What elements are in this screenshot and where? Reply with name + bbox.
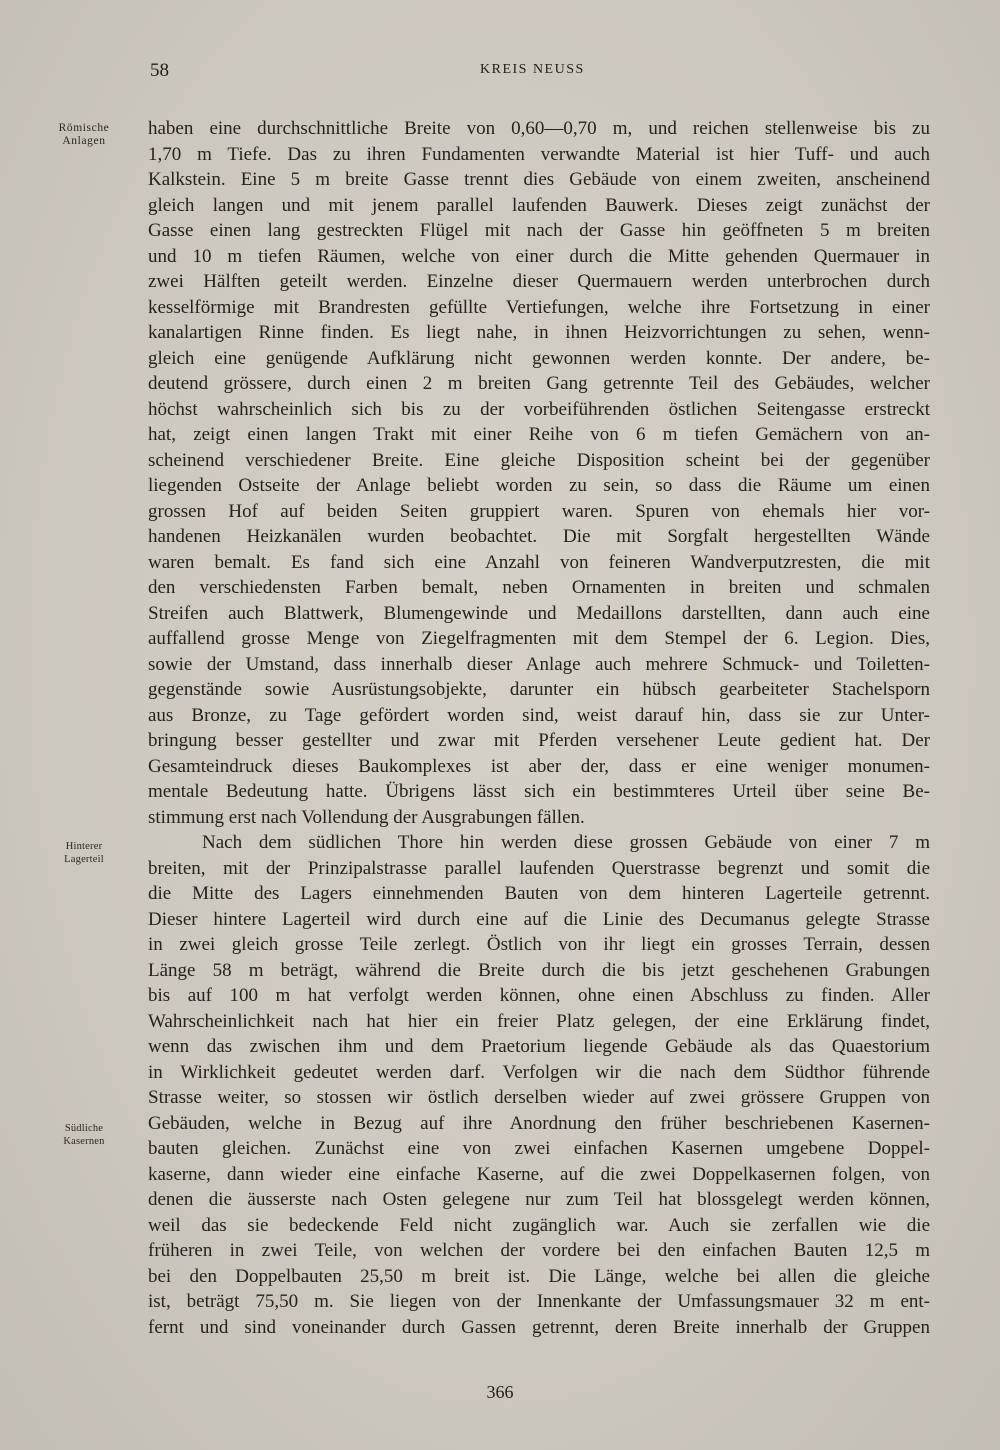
marginal-note-line: Kasernen — [63, 1136, 105, 1147]
text-line: liegenden Ostseite der Anlage beliebt worden zu sein, so dass die Räume um einen — [148, 475, 930, 496]
text-line — [148, 1340, 930, 1366]
running-head — [150, 60, 930, 84]
marginal-note-hinterer-lagerteil — [40, 840, 128, 866]
page-number: 58 — [150, 60, 169, 81]
text-line: breiten, mit der Prinzipalstrasse parallel laufenden Querstrasse begrenzt und somit die — [148, 857, 930, 879]
sheet-signature: 366 — [486, 1382, 514, 1402]
text-line: mentale Bedeutung hatte. Übrigens lässt sich ein bestimmteres Urteil über seine Be- — [148, 781, 930, 802]
text-line: höchst wahrscheinlich sich bis zu der vorbeiführenden östlichen Seitengasse erstreckt — [148, 398, 930, 420]
text-line: waren bemalt. Es fand sich eine Anzahl von feineren Wandverputzresten, die mit — [148, 551, 930, 573]
text-line: Strasse weiter, so stossen wir östlich derselben wieder auf zwei grössere Gruppen von — [148, 1087, 930, 1108]
text-line: in zwei gleich grosse Teile zerlegt. Östlich von ihr liegt ein grosses Terrain, dessen — [148, 934, 930, 955]
text-line: in Wirklichkeit gedeutet werden darf. Verfolgen wir die nach dem Südthor führende — [148, 1061, 930, 1083]
marginal-note-line: Südliche — [64, 1123, 104, 1134]
text-line: fernt und sind voneinander durch Gassen getrennt, deren Breite innerhalb der Gruppen — [148, 1316, 930, 1338]
text-line: weil das sie bedeckende Feld nicht zugänglich war. Auch sie zerfallen wie die — [148, 1214, 930, 1236]
text-line: gegenstände sowie Ausrüstungsobjekte, darunter ein hübsch gearbeiteter Stachelsporn — [148, 679, 930, 700]
text-line: Kalkstein. Eine 5 m breite Gasse trennt dies Gebäude von einem zweiten, anscheinend — [148, 169, 930, 190]
text-line: haben eine durchschnittliche Breite von 0,60—0,70 m, und reichen stellenweise bis zu — [148, 118, 930, 139]
text-line: Nach dem südlichen Thore hin werden diese grossen Gebäude von einer 7 m — [202, 832, 930, 853]
text-line: zwei Hälften geteilt werden. Einzelne dieser Quermauern werden unterbrochen durch — [148, 271, 930, 292]
text-line: Wahrscheinlichkeit nach hat hier ein freier Platz gelegen, der eine Erklärung findet, — [148, 1010, 930, 1032]
text-line: scheinend verschiedener Breite. Eine gleiche Disposition scheint bei der gegenüber — [148, 449, 930, 471]
marginal-note-roemische-anlagen — [40, 122, 128, 148]
text-line: bringung besser gestellter und zwar mit Pferden versehener Leute gedient hat. Der — [148, 730, 930, 751]
text-line: gleich langen und mit jenem parallel laufenden Bauwerk. Dieses zeigt zunächst der — [148, 194, 930, 216]
marginal-note-line: Römische — [58, 122, 110, 134]
text-line: gleich eine genügende Aufklärung nicht gewonnen werden konnte. Der andere, be- — [148, 347, 930, 369]
text-line: stimmung erst nach Vollendung der Ausgrabungen fällen. — [148, 806, 585, 828]
text-line: bis auf 100 m hat verfolgt werden können, ohne einen Abschluss zu finden. Aller — [148, 985, 930, 1006]
text-line: auffallend grosse Menge von Ziegelfragmenten mit dem Stempel der 6. Legion. Dies, — [148, 628, 930, 649]
text-line: aus Bronze, zu Tage gefördert worden sind, weist darauf hin, dass sie zur Unter- — [148, 704, 930, 726]
text-line: Gesamteindruck dieses Baukomplexes ist aber der, dass er eine weniger monumen- — [148, 755, 930, 777]
text-line: grossen Hof auf beiden Seiten gruppiert waren. Spuren von ehemals hier vor- — [148, 500, 930, 522]
running-title: KREIS NEUSS — [480, 62, 585, 77]
text-line: wenn das zwischen ihm und dem Praetorium liegende Gebäude als das Quaestorium — [148, 1036, 930, 1057]
text-line: denen die äusserste nach Osten gelegene nur zum Teil hat blossgelegt werden können, — [148, 1189, 930, 1210]
text-line: bauten gleichen. Zunächst eine von zwei einfachen Kasernen umgebene Doppel- — [148, 1138, 930, 1159]
text-line: handenen Heizkanälen wurden beobachtet. Die mit Sorgfalt hergestellten Wände — [148, 526, 930, 547]
marginal-note-line: Anlagen — [62, 135, 106, 147]
text-line: sowie der Umstand, dass innerhalb dieser Anlage auch mehrere Schmuck- und Toiletten- — [148, 653, 930, 675]
text-line: deutend grössere, durch einen 2 m breiten Gang getrennte Teil des Gebäudes, welcher — [148, 373, 930, 394]
text-line: bei den Doppelbauten 25,50 m breit ist. Die Länge, welche bei allen die gleiche — [148, 1265, 930, 1287]
text-line: kesselförmige mit Brandresten gefüllte Vertiefungen, welche ihre Fortsetzung in einer — [148, 296, 930, 318]
text-line: hat, zeigt einen langen Trakt mit einer Reihe von 6 m tiefen Gemächern von an- — [148, 424, 930, 445]
text-line: Gasse einen lang gestreckten Flügel mit nach der Gasse hin geöffneten 5 m breiten — [148, 220, 930, 241]
text-line: Länge 58 m beträgt, während die Breite durch die bis jetzt geschehenen Grabungen — [148, 959, 930, 981]
marginal-note-line: Lagerteil — [64, 854, 104, 865]
text-line: Dieser hintere Lagerteil wird durch eine auf die Linie des Decumanus gelegte Strasse — [148, 908, 930, 930]
marginal-note-line: Hinterer — [65, 841, 103, 852]
text-line: Gebäuden, welche in Bezug auf ihre Anordnung den früher beschriebenen Kasernen- — [148, 1112, 930, 1134]
text-line: die Mitte des Lagers einnehmenden Bauten von dem hinteren Lagerteile getrennt. — [148, 883, 930, 904]
text-line: ist, beträgt 75,50 m. Sie liegen von der Innenkante der Umfassungsmauer 32 m ent- — [148, 1291, 930, 1312]
text-line: Streifen auch Blattwerk, Blumengewinde und Medaillons darstellten, dann auch eine — [148, 602, 930, 624]
body-text — [148, 116, 930, 1366]
text-line: kaserne, dann wieder eine einfache Kaserne, auf die zwei Doppelkasernen folgen, von — [148, 1163, 930, 1185]
marginal-note-suedliche-kasernen — [40, 1122, 128, 1148]
text-line: früheren in zwei Teile, von welchen der vordere bei den einfachen Bauten 12,5 m — [148, 1240, 930, 1261]
text-line: und 10 m tiefen Räumen, welche von einer durch die Mitte gehenden Quermauer in — [148, 245, 930, 267]
text-line: kanalartigen Rinne finden. Es liegt nahe, in ihnen Heizvorrichtungen zu sehen, wenn- — [148, 322, 930, 343]
text-line: den verschiedensten Farben bemalt, neben Ornamenten in breiten und schmalen — [148, 577, 930, 598]
text-line: 1,70 m Tiefe. Das zu ihren Fundamenten verwandte Material ist hier Tuff- und auch — [148, 143, 930, 165]
